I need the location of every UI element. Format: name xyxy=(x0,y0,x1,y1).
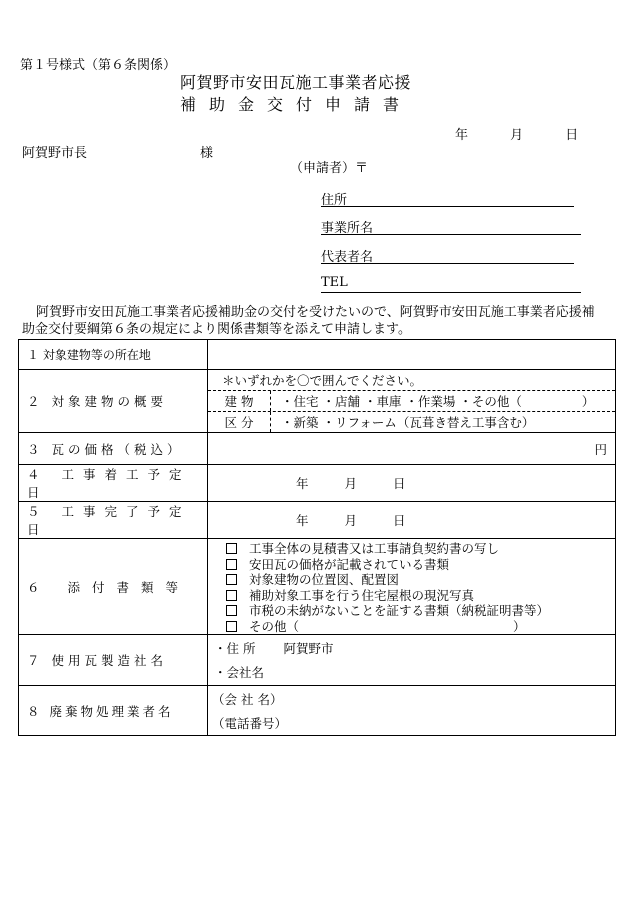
end-date-label: ５ 工事完了予定日 xyxy=(19,502,208,539)
building-type-row[interactable] xyxy=(208,390,615,411)
title-line-1: 阿賀野市安田瓦施工事業者応援 xyxy=(180,73,412,92)
tile-price-label: ３ 瓦の価格（税込） xyxy=(19,433,208,465)
honorific: 様 xyxy=(200,146,214,161)
office-name-label: 事業所名 xyxy=(321,221,374,236)
construction-category-key: 区 分 xyxy=(208,412,271,432)
start-date-input[interactable]: 年 月 日 xyxy=(208,465,616,502)
table-row xyxy=(19,370,616,433)
table-row xyxy=(19,686,616,736)
attachment-item[interactable]: 工事全体の見積書又は工事請負契約書の写し xyxy=(208,541,615,557)
table-row xyxy=(19,465,616,502)
checkbox[interactable] xyxy=(226,543,237,554)
manufacturer-address[interactable]: ・住 所 阿賀野市 xyxy=(214,641,334,656)
attachment-item[interactable]: 安田瓦の価格が記載されている書類 xyxy=(208,557,615,573)
building-overview-cell xyxy=(208,370,616,433)
tile-manufacturer-cell[interactable] xyxy=(208,635,616,686)
end-date-input[interactable]: 年 月 日 xyxy=(208,502,616,539)
yen-unit: 円 xyxy=(594,441,607,457)
form-number: 第１号様式（第６条関係） xyxy=(20,58,177,73)
table-row xyxy=(19,433,616,465)
table-row xyxy=(19,539,616,635)
address-field[interactable] xyxy=(321,189,574,207)
location-input[interactable] xyxy=(208,340,616,370)
tel-field[interactable] xyxy=(321,275,581,293)
office-name-field[interactable] xyxy=(321,217,581,235)
applicant-label: （申請者）〒 xyxy=(290,161,369,176)
attachment-item[interactable]: 市税の未納がないことを証する書類（納税証明書等） xyxy=(208,603,615,619)
instruction: ＊いずれかを〇で囲んでください。 xyxy=(222,373,423,388)
building-type-key: 建 物 xyxy=(208,391,271,411)
attachments-cell xyxy=(208,539,616,635)
application-statement: 阿賀野市安田瓦施工事業者応援補助金の交付を受けたいので、阿賀野市安田瓦施工事業者応援補助金交付要綱第６条の規定により関係書類等を添えて申請します。 xyxy=(22,305,595,337)
building-overview-label: ２ 対象建物の概要 xyxy=(19,370,208,433)
waste-contractor-label: ８ 廃棄物処理業者名 xyxy=(19,686,208,736)
table-row xyxy=(19,635,616,686)
tel-label: TEL xyxy=(321,275,348,290)
representative-field[interactable] xyxy=(321,246,574,264)
location-label: １ 対象建物等の所在地 xyxy=(19,340,208,370)
waste-phone-number[interactable]: （電話番号） xyxy=(212,715,288,731)
address-label: 住所 xyxy=(321,193,348,208)
representative-label: 代表者名 xyxy=(321,250,374,265)
attachments-label: ６ 添付書類等 xyxy=(19,539,208,635)
manufacturer-company[interactable]: ・会社名 xyxy=(214,665,265,680)
construction-category-row[interactable] xyxy=(208,411,615,432)
tile-manufacturer-label: ７ 使用瓦製造社名 xyxy=(19,635,208,686)
construction-category-options[interactable]: ・新築 ・リフォーム（瓦葺き替え工事含む） xyxy=(281,415,535,430)
checkbox[interactable] xyxy=(226,574,237,585)
tile-price-input[interactable] xyxy=(208,433,616,465)
title-line-2: 補助金交付申請書 xyxy=(180,95,413,114)
attachment-item[interactable]: その他（ ） xyxy=(208,619,615,635)
checkbox[interactable] xyxy=(226,559,237,570)
building-type-options[interactable]: ・住宅 ・店舗 ・車庫 ・作業場 ・その他（ ） xyxy=(281,394,595,409)
addressee: 阿賀野市長 xyxy=(22,146,88,161)
start-date-label: ４ 工事着工予定日 xyxy=(19,465,208,502)
checkbox[interactable] xyxy=(226,590,237,601)
waste-company-name[interactable]: （会 社 名） xyxy=(212,691,283,707)
table-row xyxy=(19,502,616,539)
table-row xyxy=(19,340,616,370)
checkbox[interactable] xyxy=(226,605,237,616)
checkbox[interactable] xyxy=(226,621,237,632)
application-date: 年 月 日 xyxy=(455,128,579,143)
attachment-item[interactable]: 対象建物の位置図、配置図 xyxy=(208,572,615,588)
attachment-item[interactable]: 補助対象工事を行う住宅屋根の現況写真 xyxy=(208,588,615,604)
waste-contractor-cell[interactable] xyxy=(208,686,616,736)
application-table xyxy=(18,339,616,736)
